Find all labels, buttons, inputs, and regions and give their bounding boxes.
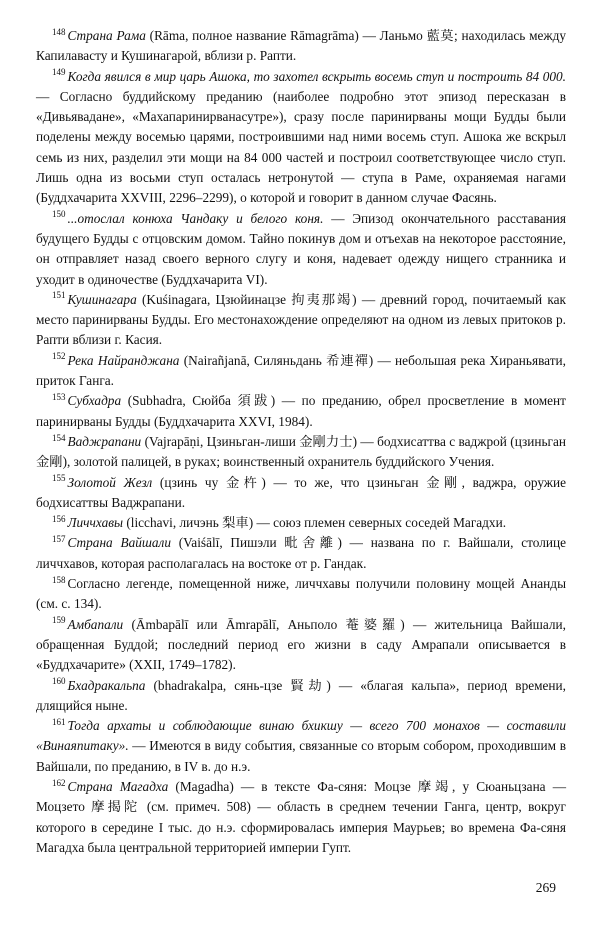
note-text: (Nairañjanā, Силяньдань 希連禪) — небольшая река Хираньявати, приток Ганга. xyxy=(36,352,566,389)
note-text: (Kuśinagara, Цзюйинацзе 拘夷那竭) — древний город, почитаемый как место паринирваны Будды. Его местонахождение определяют на одном из левых притоков р. Рапти вблизи г. Касия. xyxy=(36,291,566,348)
page-number: 269 xyxy=(535,880,556,895)
note-term: Река Найранджана xyxy=(67,352,180,368)
note-text: (licchavi, личэнь 梨車) — союз племен северных соседей Магадхи. xyxy=(123,515,507,531)
note-number: 159 xyxy=(52,615,66,626)
endnote-148 xyxy=(36,26,566,67)
note-term: Субхадра xyxy=(67,393,122,409)
note-text: (Subhadra, Сюйба 須跋) — по преданию, обрел просветление в момент паринирваны Будды (Буддхачарита XXVI, 1984). xyxy=(36,393,566,429)
endnote-161 xyxy=(36,716,566,777)
note-term: Личчхавы xyxy=(67,515,123,531)
note-text: — Эпизод окончательного расставания будущего Будды с отцовским домом. Тайно покинув дом и отъехав на некоторое расстояние, он отправляет назад своего верного слугу и коня, надевает одежду нищего странника и уходит в одиночестве (Буддхачарита VI). xyxy=(36,210,567,287)
note-term: Страна Рама xyxy=(67,28,146,43)
note-term: ...отослал конюха Чандаку и белого коня. xyxy=(67,210,324,226)
endnotes-list xyxy=(36,26,566,858)
endnote-155 xyxy=(36,473,566,514)
endnote-156 xyxy=(36,513,566,533)
note-number: 162 xyxy=(52,777,66,788)
note-term: Золотой Жезл xyxy=(67,474,153,490)
note-term: Когда явился в мир царь Ашока, то захотел вскрыть восемь ступ и построить 84 000. xyxy=(67,68,566,84)
endnote-151 xyxy=(36,290,566,351)
note-text: (Āmbapālī или Āmrapālī, Аньполо 菴婆羅) — жительница Вайшали, обращенная Буддой; последний период его жизни в саду Амрапали описывается в «Буддхачарите» (XXII, 1749–1782). xyxy=(36,616,566,673)
note-text: — Имеются в виду события, связанные со вторым собором, проходившим в Вайшали, по преданию, в IV в. до н.э. xyxy=(36,738,566,774)
note-text: (Magadha) — в тексте Фа-сяня: Моцзе 摩竭, у Сюаньцзана — Моцзето 摩揭陀 (см. примеч. 508) — область в среднем течении Ганга, центр, вокруг которого в середине I тыс. до н.э. сформировалась империя Маурьев; во времена Фа-сяня Магадха была центральной территорией империи Гупт. xyxy=(36,778,566,855)
note-text: (bhadrakalpa, сянь-цзе 賢劫) — «благая кальпа», период времени, длящийся ныне. xyxy=(36,677,566,713)
endnote-152 xyxy=(36,351,566,392)
note-number: 150 xyxy=(52,209,66,220)
endnote-160 xyxy=(36,676,566,717)
note-number: 156 xyxy=(52,513,66,524)
note-number: 149 xyxy=(52,67,66,78)
note-term: Страна Вайшали xyxy=(67,535,171,551)
note-term: Кушинагара xyxy=(67,291,137,307)
note-number: 154 xyxy=(52,432,66,443)
endnote-158 xyxy=(36,574,566,615)
note-number: 151 xyxy=(52,290,66,301)
note-number: 160 xyxy=(52,676,66,687)
endnote-159 xyxy=(36,615,566,676)
note-text: (Vaiśālī, Пишэли 毗舍離) — названа по г. Вайшали, столице личчхавов, которая располагалась на востоке от р. Гандак. xyxy=(36,535,566,571)
note-text: (Vajrapāṇi, Цзиньган-лиши 金剛力士) — бодхисаттва с ваджрой (цзиньган 金剛), золотой палицей, в руках; воинственный охранитель буддийского Учения. xyxy=(36,433,566,470)
note-term: Бхадракальпа xyxy=(67,677,146,693)
endnote-153 xyxy=(36,391,566,432)
note-number: 148 xyxy=(52,26,66,37)
endnote-149 xyxy=(36,67,566,209)
endnote-154 xyxy=(36,432,566,473)
note-text: (Rāma, полное название Rāmagrāma) — Ланьмо 藍莫; находилась между Капилавасту и Кушинагарой, вблизи р. Рапти. xyxy=(36,28,566,64)
note-term: Страна Магадха xyxy=(67,778,169,794)
note-term: Амбапали xyxy=(67,616,124,632)
note-text: (цзинь чу 金杵) — то же, что цзиньган 金剛, ваджра, оружие бодхисаттвы Ваджрапани. xyxy=(36,474,566,510)
note-number: 153 xyxy=(52,391,66,402)
note-number: 158 xyxy=(52,574,66,585)
note-text: — Согласно буддийскому преданию (наиболее подробно этот эпизод пересказан в «Дивьявадане», «Махапаринирванасутре»), сразу после паринирваны мощи Будды были поделены между восемью царями, построившими над ними восемь ступ. Ашока же вскрыл семь из них, разделил эти мощи на 84 000 частей и построил соответствующее число ступ. Лишь одна из восьми ступ осталась нетронутой — ступа в Раме, охраняемая нагами (Буддхачарита XXVIII, 2296–2299), о которой и говорит в данном случае Фасянь. xyxy=(36,88,566,206)
note-number: 152 xyxy=(52,351,66,362)
endnote-157 xyxy=(36,533,566,574)
note-term: Тогда архаты и соблюдающие винаю бхикшу — всего 700 монахов — составили «Винаяпитаку». xyxy=(36,718,566,754)
endnote-150 xyxy=(36,209,566,290)
note-number: 155 xyxy=(52,473,66,484)
note-number: 157 xyxy=(52,534,66,544)
endnote-162 xyxy=(36,777,566,858)
note-text: Согласно легенде, помещенной ниже, личчхавы получили половину мощей Ананды (см. с. 134). xyxy=(36,576,566,612)
note-term: Ваджрапани xyxy=(67,433,142,449)
note-number: 161 xyxy=(52,716,66,727)
